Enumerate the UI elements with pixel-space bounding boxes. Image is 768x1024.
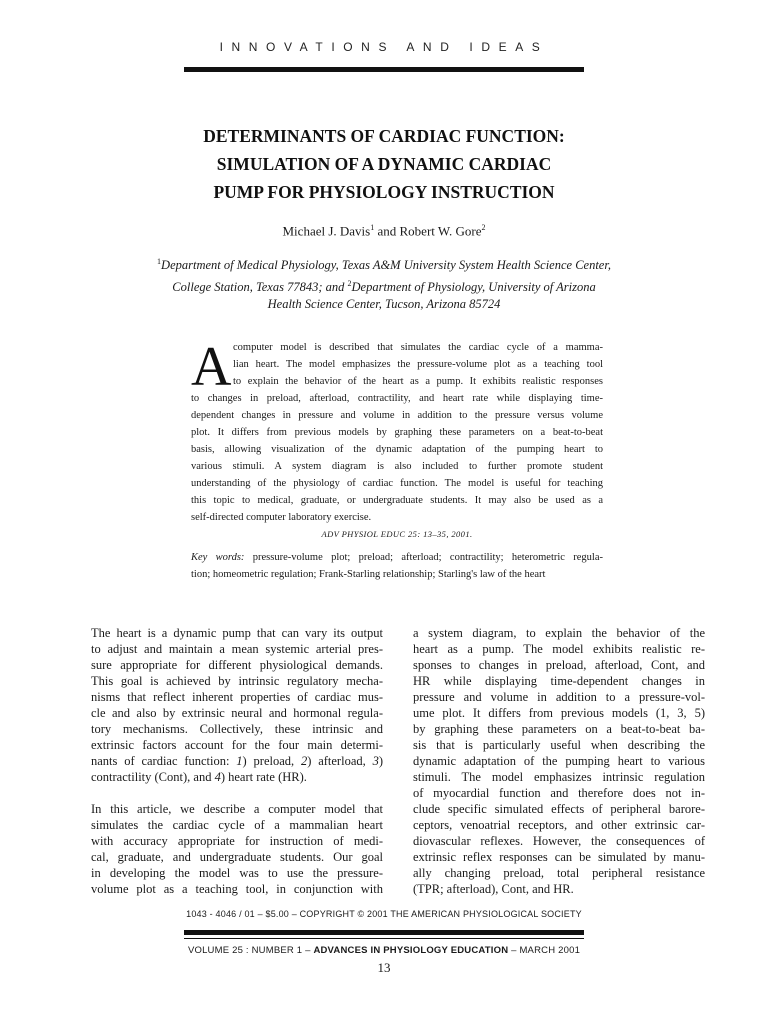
list-number: 2 xyxy=(300,754,308,768)
body-line: ume plot. It differs from previous models (1, 3, 5) xyxy=(413,706,705,720)
abstract-dropcap: A xyxy=(191,336,232,398)
keywords-text: pressure-volume plot; preload; afterload; contractility; heterometric regula- xyxy=(244,552,603,563)
body-line: diovascular reflexes. However, the consequences of xyxy=(413,834,705,848)
abstract xyxy=(191,336,603,599)
affiliation-text: Department of Medical Physiology, Texas A&M University System Health Science Center, xyxy=(161,258,611,273)
abstract-line: computer model is described that simulates the cardiac cycle of a mamma- xyxy=(233,342,603,353)
body-line: sis that is particularly useful when describing the xyxy=(413,738,705,752)
affiliations xyxy=(110,253,658,314)
journal-name: ADVANCES IN PHYSIOLOGY EDUCATION xyxy=(313,945,509,956)
title-line: PUMP FOR PHYSIOLOGY INSTRUCTION xyxy=(213,182,555,202)
body-line: clude specific simulated effects of peripheral barore- xyxy=(413,802,705,816)
affiliation-superscript: 1 xyxy=(157,257,162,266)
journal-citation: ADV PHYSIOL EDUC 25: 13–35, 2001. xyxy=(321,529,473,539)
article-title xyxy=(150,122,618,206)
affiliation-text: Department of Physiology, University of Arizona xyxy=(351,279,596,294)
keywords-label: Key words: xyxy=(191,552,245,563)
header-thick-rule xyxy=(184,67,584,72)
volume-number: VOLUME 25 : NUMBER 1 – xyxy=(187,945,314,956)
abstract-line: various stimuli. A system diagram is also included to further promote student xyxy=(191,461,603,472)
body-line: sure appropriate for different physiological demands. xyxy=(91,658,383,672)
abstract-line: to explain the behavior of the heart as a pump. It exhibits realistic responses xyxy=(233,376,603,387)
body-line xyxy=(91,769,383,785)
copyright-notice: 1043 - 4046 / 01 – $5.00 – COPYRIGHT © 2001 THE AMERICAN PHYSIOLOGICAL SOCIETY xyxy=(186,909,582,919)
body-text: ) heart rate (HR). xyxy=(220,770,307,784)
body-text: ) preload, xyxy=(242,754,301,768)
body-line: extrinsic factors account for the four main determi- xyxy=(91,738,383,752)
body-line: dynamic adaptation of the pumping heart to various xyxy=(413,754,705,768)
abstract-line: basis, allowing visualization of the dynamic adaptation of the pumping heart to xyxy=(191,444,603,455)
body-text: nants of cardiac function: xyxy=(91,754,237,768)
affiliation-text: College Station, Texas 77843; and xyxy=(172,279,348,294)
body-line xyxy=(91,753,383,769)
list-number: 1 xyxy=(236,754,243,768)
footer-thick-rule xyxy=(184,930,584,935)
affiliation-line xyxy=(110,253,658,275)
author-superscript: 1 xyxy=(370,223,375,232)
section-header: INNOVATIONS AND IDEAS xyxy=(219,40,549,54)
body-line: to adjust and maintain a mean systemic arterial pres- xyxy=(91,642,383,656)
body-line: nisms that reflect inherent properties of cardiac mus- xyxy=(91,690,383,704)
affiliation-line: Health Science Center, Tucson, Arizona 85724 xyxy=(267,297,501,312)
body-line: volume plot as a teaching tool, in conjunction with xyxy=(91,882,383,896)
body-line: This goal is achieved by intrinsic regulatory mecha- xyxy=(91,674,383,688)
title-line: DETERMINANTS OF CARDIAC FUNCTION: xyxy=(203,126,565,146)
body-line: cal, graduate, and undergraduate students. Our goal xyxy=(91,850,383,864)
body-line: simulates the cardiac cycle of a mammalian heart xyxy=(91,818,383,832)
body-line: (TPR; afterload), Cont, and HR. xyxy=(413,882,574,896)
body-line: by graphing these parameters on a beat-to-beat ba- xyxy=(413,722,705,736)
issue-date: – MARCH 2001 xyxy=(508,945,581,956)
body-line: heart as a pump. The model exhibits realistic re- xyxy=(413,642,705,656)
author-name: Michael J. Davis xyxy=(282,223,371,239)
body-line: stimuli. The model emphasizes intrinsic regulation xyxy=(413,770,705,784)
body-line: ceptors, venoatrial receptors, and other extrinsic car- xyxy=(413,818,705,832)
page-number: 13 xyxy=(377,960,391,975)
abstract-line: to changes in preload, afterload, contractility, and heart rate while displaying time- xyxy=(191,393,603,404)
affiliation-line xyxy=(110,275,658,297)
body-text: ) xyxy=(378,754,383,768)
abstract-line: plot. It differs from previous models by graphing these parameters on a beat-to-beat xyxy=(191,427,603,438)
body-line: a system diagram, to explain the behavior of the xyxy=(413,626,705,640)
author-line xyxy=(184,223,584,239)
body-line: HR while displaying time-dependent changes in xyxy=(413,674,705,688)
right-column xyxy=(413,625,705,897)
body-line: ally changing preload, total peripheral resistance xyxy=(413,866,705,880)
body-text: ) afterload, xyxy=(307,754,373,768)
body-line: pressure and volume in addition to a pressure-vol- xyxy=(413,690,705,704)
keywords-line xyxy=(191,549,603,566)
abstract-line: lian heart. The model emphasizes the pressure-volume plot as a teaching tool xyxy=(233,359,603,370)
journal-footer xyxy=(134,945,634,956)
body-line: sponses to changes in preload, afterload, Cont, and xyxy=(413,658,705,672)
body-line: of myocardial function and therefore does not in- xyxy=(413,786,705,800)
abstract-line: self-directed computer laboratory exercise. xyxy=(191,512,372,523)
body-line: In this article, we describe a computer model that xyxy=(91,802,383,816)
title-line: SIMULATION OF A DYNAMIC CARDIAC xyxy=(216,154,552,174)
footer-thin-rule xyxy=(184,938,584,939)
list-number: 3 xyxy=(372,754,379,768)
left-column xyxy=(91,625,383,895)
body-text: contractility (Cont), and xyxy=(91,770,215,784)
abstract-line: dependent changes in pressure and volume in addition to the pressure versus volume xyxy=(191,410,603,421)
abstract-line: understanding of the physiology of cardiac function. The model is useful for teaching xyxy=(191,478,603,489)
affiliation-superscript: 2 xyxy=(347,278,352,288)
author-conjunction: and xyxy=(374,223,400,239)
keywords-line: tion; homeometric regulation; Frank-Starling relationship; Starling's law of the heart xyxy=(191,569,546,580)
body-line: in developing the model was to use the pressure- xyxy=(91,866,383,880)
body-line: extrinsic reflex responses can be simulated by manu- xyxy=(413,850,705,864)
author-superscript: 2 xyxy=(481,223,486,232)
body-line: The heart is a dynamic pump that can vary its output xyxy=(91,626,383,640)
author-name: Robert W. Gore xyxy=(399,223,482,239)
list-number: 4 xyxy=(214,770,221,784)
body-line: with accuracy appropriate for instruction of medi- xyxy=(91,834,383,848)
body-line: tory mechanisms. Collectively, these intrinsic and xyxy=(91,722,383,736)
abstract-line: this topic to medical, graduate, or undergraduate students. It may also be used as a xyxy=(191,495,603,506)
body-line: cle and also by extrinsic neural and hormonal regula- xyxy=(91,706,383,720)
